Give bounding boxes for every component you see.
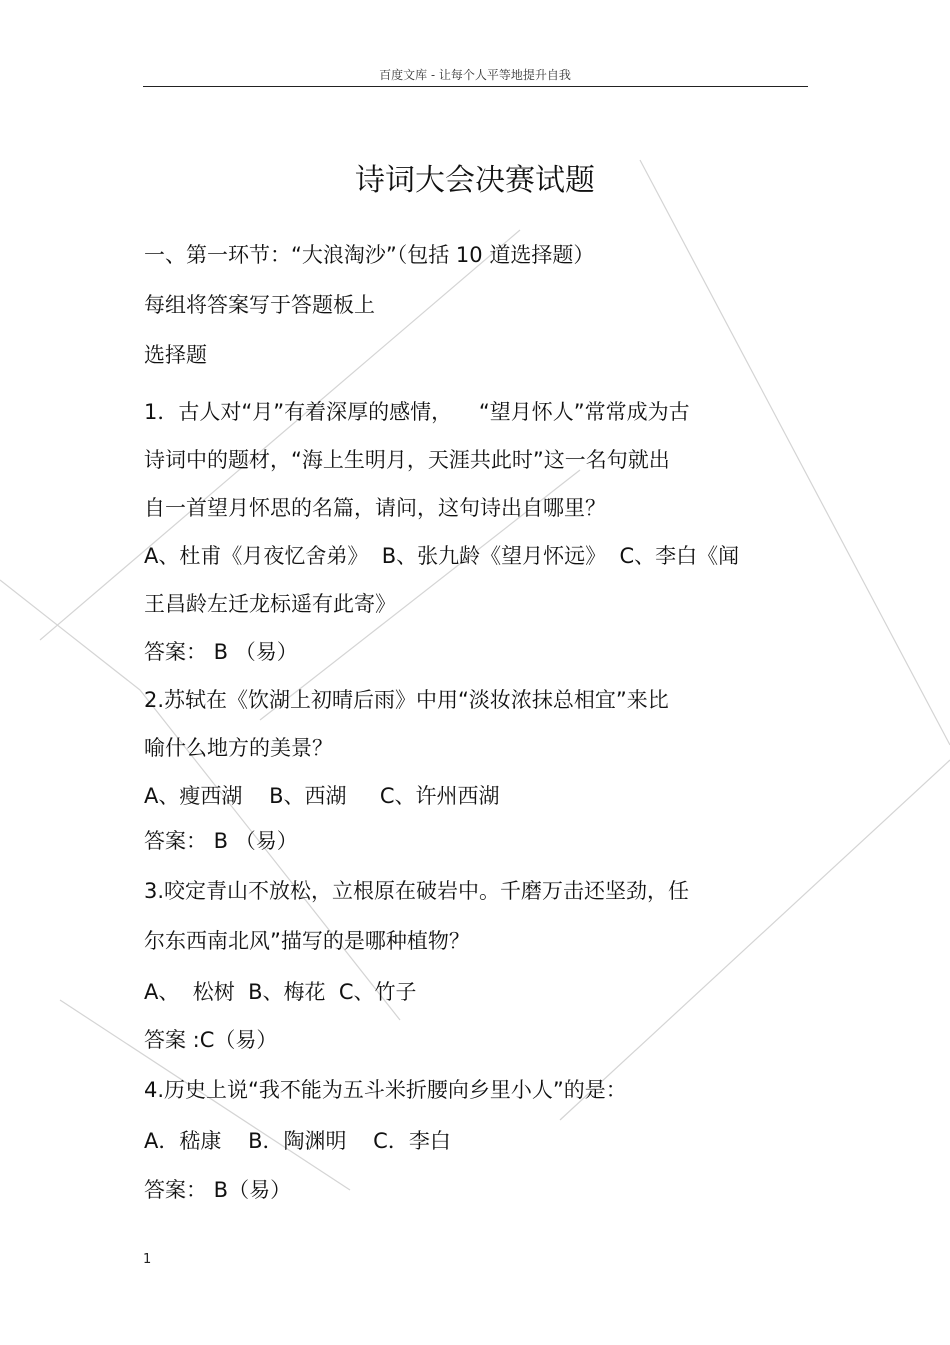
question-2-line-1: 2.苏轼在《饮湖上初晴后雨》中用“淡妆浓抹总相宜”来比	[144, 688, 669, 712]
question-1-line-1: 1．古人对“月”有着深厚的感情， “望月怀人”常常成为古	[144, 400, 690, 424]
question-1-options-line-2: 王昌龄左迁龙标遥有此寄》	[144, 592, 396, 616]
document-title: 诗词大会决赛试题	[355, 163, 595, 198]
header-divider	[143, 86, 808, 87]
page-number: 1	[143, 1252, 152, 1267]
question-3-line-2: 尔东西南北风”描写的是哪种植物？	[144, 929, 470, 953]
question-type-label: 选择题	[144, 343, 207, 367]
question-1-line-3: 自一首望月怀思的名篇，请问，这句诗出自哪里？	[144, 496, 606, 520]
question-2-answer: 答案： B （易）	[144, 829, 298, 853]
question-4-answer: 答案： B（易）	[144, 1178, 292, 1202]
question-3-answer: 答案 :C（易）	[144, 1028, 278, 1052]
instruction-text: 每组将答案写于答题板上	[144, 293, 375, 317]
question-1-answer: 答案： B （易）	[144, 640, 298, 664]
question-4-options: A．嵇康 B．陶渊明 C．李白	[144, 1129, 451, 1153]
question-2-line-2: 喻什么地方的美景？	[144, 736, 333, 760]
section-heading: 一、第一环节：“大浪淘沙”（包括 10 道选择题）	[144, 243, 595, 267]
question-3-line-1: 3.咬定青山不放松，立根原在破岩中。千磨万击还坚劲，任	[144, 879, 690, 903]
question-2-options: A、瘦西湖 B、西湖 C、许州西湖	[144, 784, 500, 808]
question-3-options: A、 松树 B、梅花 C、竹子	[144, 980, 417, 1004]
page-header-text: 百度文库 - 让每个人平等地提升自我	[379, 68, 571, 82]
question-1-options-line-1: A、杜甫《月夜忆舍弟》 B、张九龄《望月怀远》 C、李白《闻	[144, 544, 740, 568]
question-4-line-1: 4.历史上说“我不能为五斗米折腰向乡里小人”的是：	[144, 1078, 627, 1102]
question-1-line-2: 诗词中的题材，“海上生明月，天涯共此时”这一名句就出	[144, 448, 670, 472]
